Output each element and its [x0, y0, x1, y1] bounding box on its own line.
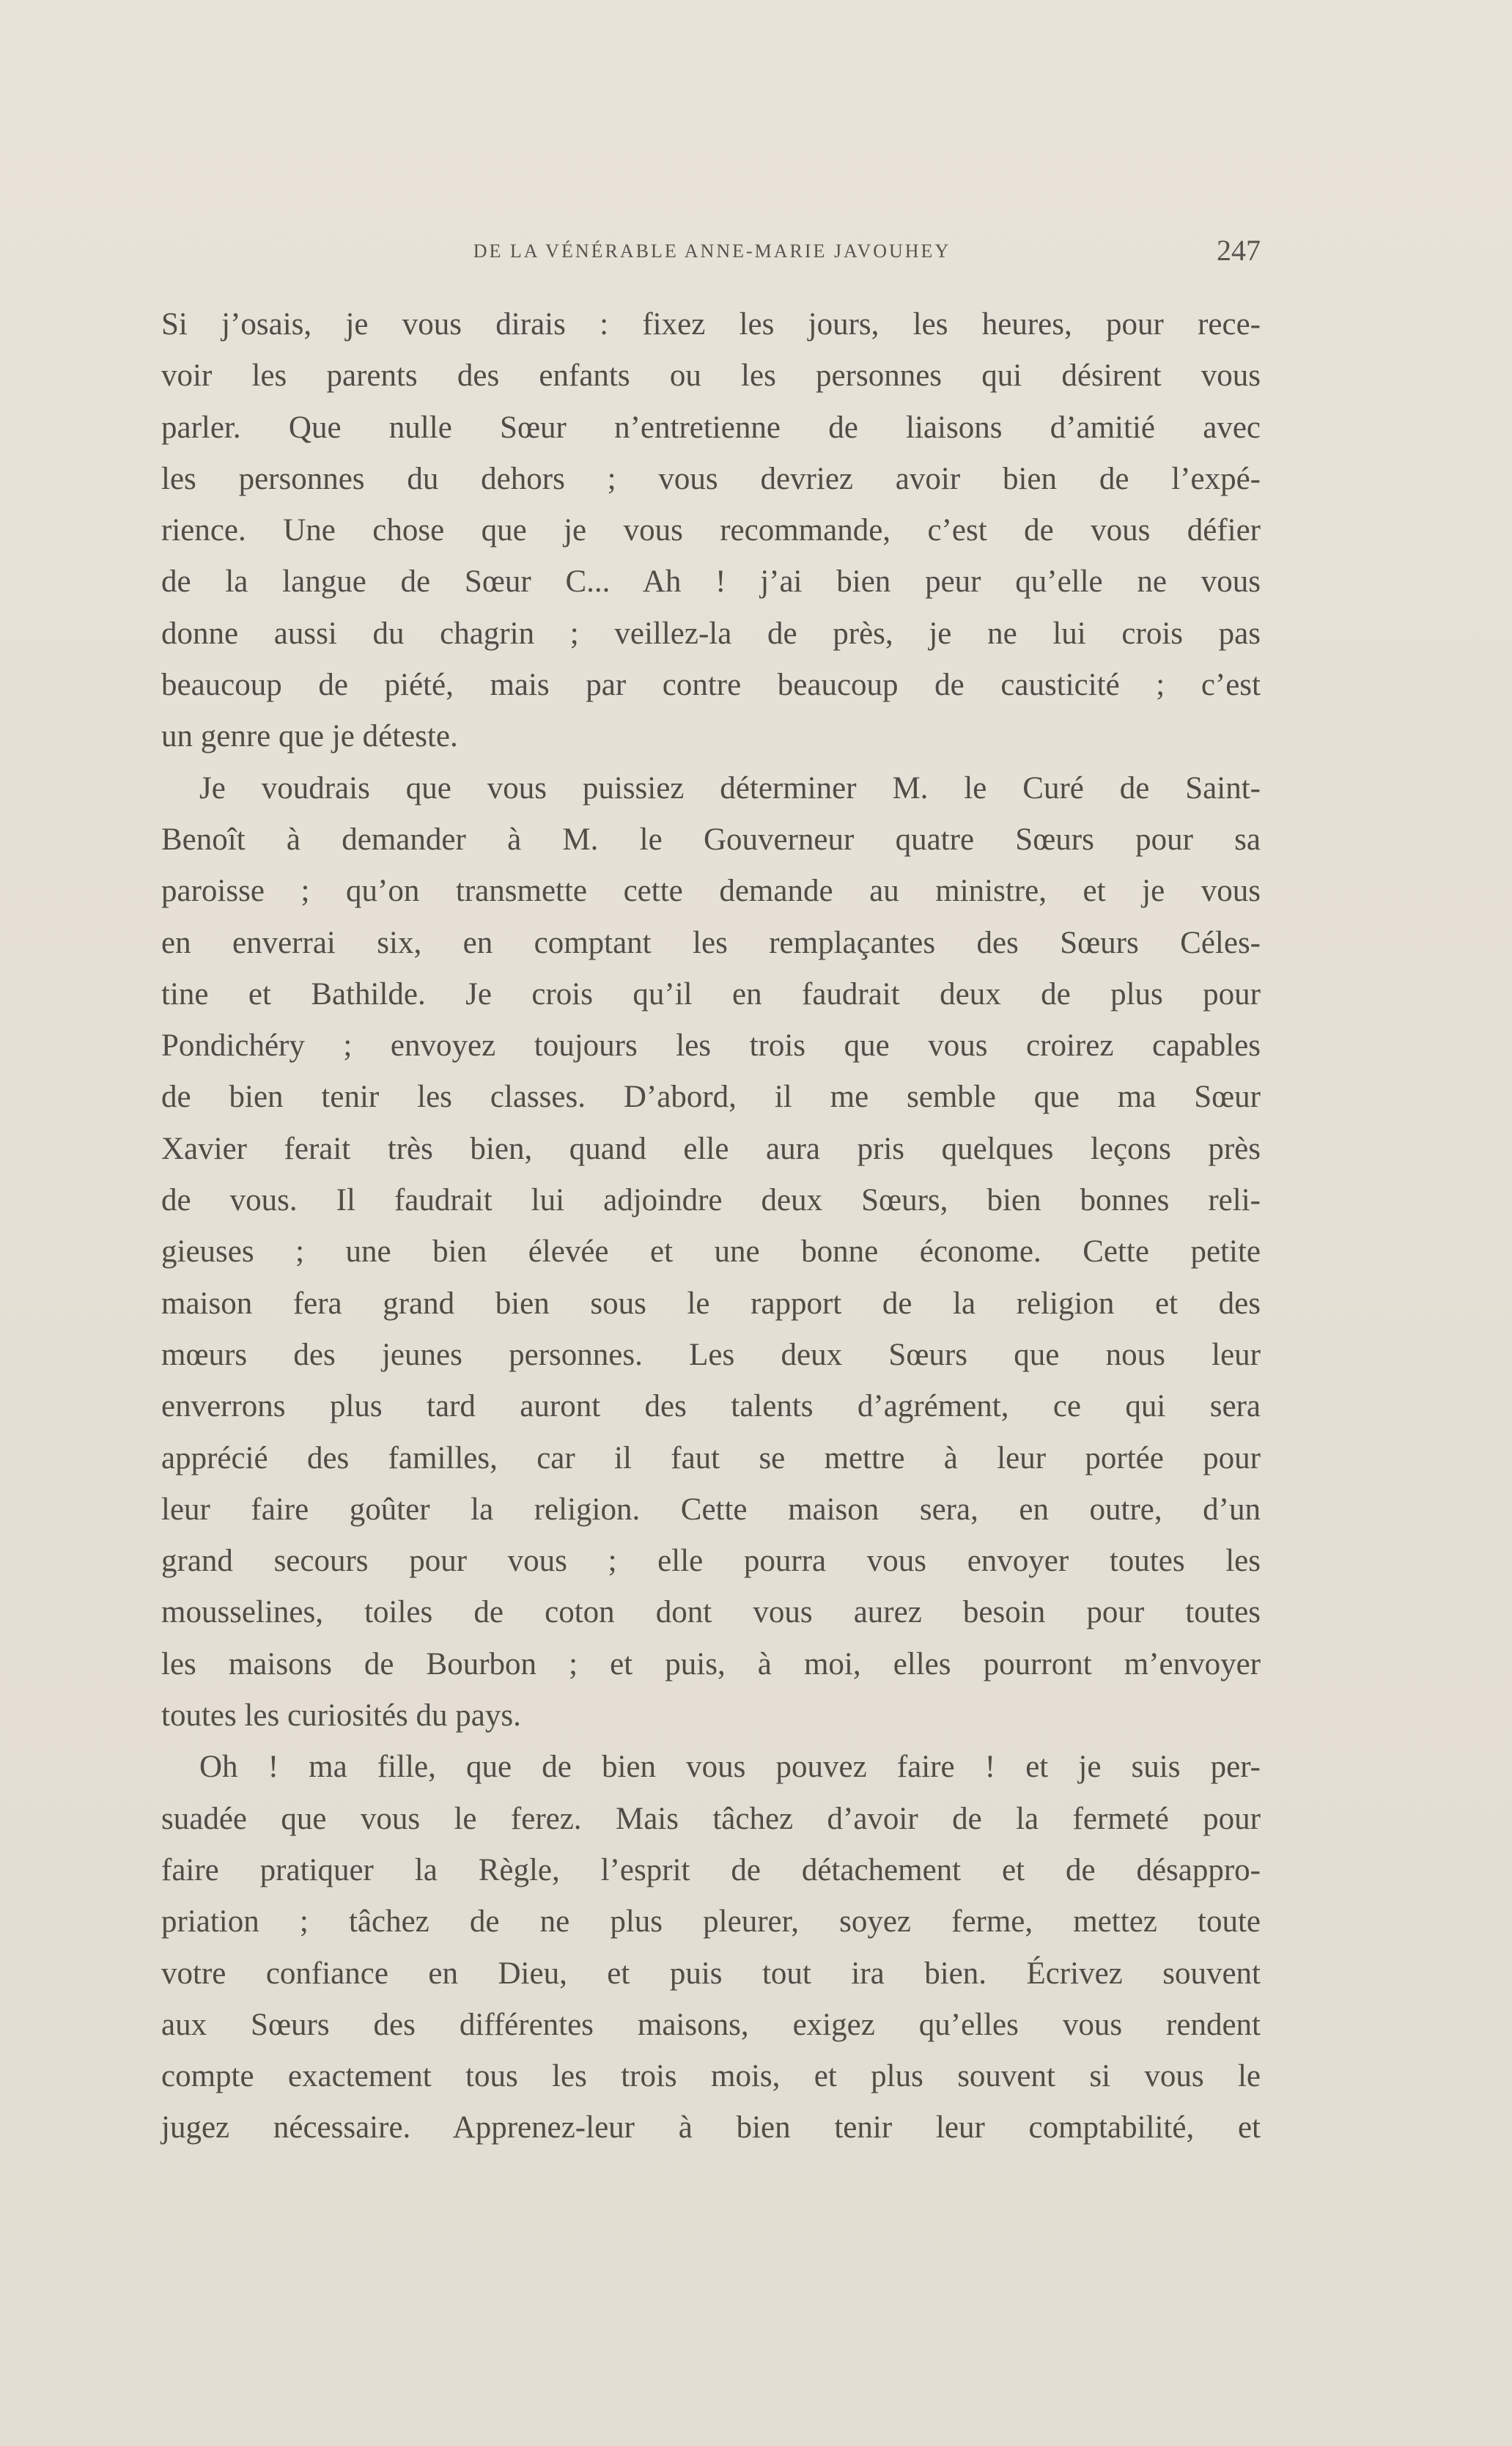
- text-line: Xavier ferait très bien, quand elle aura pris quelques leçons près: [161, 1131, 1261, 1166]
- text-line: Si j’osais, je vous dirais : fixez les jours, les heures, pour rece-: [161, 307, 1261, 342]
- text-line: les personnes du dehors ; vous devriez avoir bien de l’expé-: [161, 461, 1261, 496]
- text-line: compte exactement tous les trois mois, et plus souvent si vous le: [161, 2059, 1261, 2094]
- text-line: Oh ! ma fille, que de bien vous pouvez faire ! et je suis per-: [199, 1750, 1261, 1785]
- running-title: DE LA VÉNÉRABLE ANNE-MARIE JAVOUHEY: [473, 240, 951, 262]
- text-line: Pondichéry ; envoyez toujours les trois que vous croirez capables: [161, 1028, 1261, 1064]
- text-line: beaucoup de piété, mais par contre beaucoup de causticité ; c’est: [161, 668, 1261, 703]
- text-line: suadée que vous le ferez. Mais tâchez d’avoir de la fermeté pour: [161, 1801, 1261, 1836]
- text-line: paroisse ; qu’on transmette cette demande au ministre, et je vous: [161, 874, 1261, 909]
- text-line: toutes les curiosités du pays.: [161, 1698, 521, 1734]
- running-head: [163, 233, 1261, 270]
- text-line: rience. Une chose que je vous recommande, c’est de vous défier: [161, 513, 1261, 548]
- text-line: maison fera grand bien sous le rapport de la religion et des: [161, 1286, 1261, 1321]
- text-line: grand secours pour vous ; elle pourra vous envoyer toutes les: [161, 1544, 1261, 1579]
- text-line: gieuses ; une bien élevée et une bonne économe. Cette petite: [161, 1234, 1261, 1270]
- text-line: de la langue de Sœur C... Ah ! j’ai bien peur qu’elle ne vous: [161, 564, 1261, 600]
- text-line: jugez nécessaire. Apprenez-leur à bien tenir leur comptabilité, et: [161, 2110, 1261, 2145]
- text-line: Benoît à demander à M. le Gouverneur quatre Sœurs pour sa: [161, 822, 1261, 857]
- paragraph: [161, 299, 1261, 763]
- text-line: Je voudrais que vous puissiez déterminer M. le Curé de Saint-: [199, 770, 1261, 806]
- text-line: votre confiance en Dieu, et puis tout ira bien. Écrivez souvent: [161, 1956, 1261, 1991]
- text-line: priation ; tâchez de ne plus pleurer, soyez ferme, mettez toute: [161, 1904, 1261, 1940]
- text-line: tine et Bathilde. Je crois qu’il en faudrait deux de plus pour: [161, 976, 1261, 1012]
- text-line: enverrons plus tard auront des talents d’agrément, ce qui sera: [161, 1389, 1261, 1424]
- paragraph: [161, 1742, 1261, 2154]
- text-line: donne aussi du chagrin ; veillez-la de près, je ne lui crois pas: [161, 616, 1261, 651]
- text-line: apprécié des familles, car il faut se mettre à leur portée pour: [161, 1440, 1261, 1476]
- paragraph: [161, 763, 1261, 1742]
- text-line: un genre que je déteste.: [161, 719, 458, 754]
- text-line: mousselines, toiles de coton dont vous aurez besoin pour toutes: [161, 1595, 1261, 1630]
- text-line: parler. Que nulle Sœur n’entretienne de liaisons d’amitié avec: [161, 410, 1261, 445]
- text-line: voir les parents des enfants ou les personnes qui désirent vous: [161, 358, 1261, 394]
- text-line: en enverrai six, en comptant les remplaçantes des Sœurs Céles-: [161, 925, 1261, 960]
- text-line: de bien tenir les classes. D’abord, il me semble que ma Sœur: [161, 1080, 1261, 1115]
- page-number: 247: [1217, 234, 1261, 267]
- text-line: faire pratiquer la Règle, l’esprit de détachement et de désappro-: [161, 1852, 1261, 1887]
- text-line: mœurs des jeunes personnes. Les deux Sœurs que nous leur: [161, 1337, 1261, 1372]
- text-line: leur faire goûter la religion. Cette maison sera, en outre, d’un: [161, 1492, 1261, 1527]
- body-text: [161, 299, 1261, 2154]
- text-line: aux Sœurs des différentes maisons, exigez qu’elles vous rendent: [161, 2007, 1261, 2042]
- text-line: de vous. Il faudrait lui adjoindre deux Sœurs, bien bonnes reli-: [161, 1183, 1261, 1218]
- text-line: les maisons de Bourbon ; et puis, à moi, elles pourront m’envoyer: [161, 1646, 1261, 1681]
